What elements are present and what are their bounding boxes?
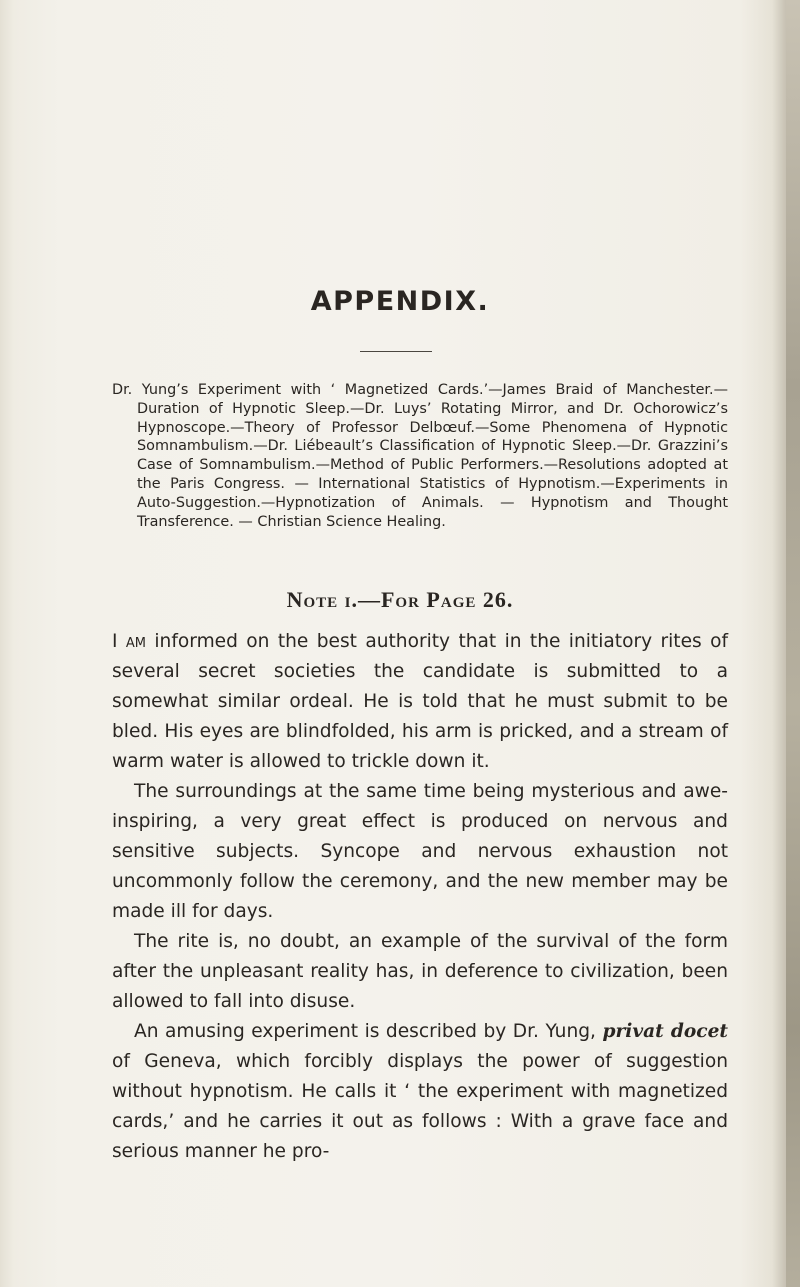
italic-phrase: privat docet (602, 1021, 728, 1042)
note-heading: Note i.—For Page 26. (286, 587, 514, 612)
paragraph-2: The surroundings at the same time being mysterious and awe-inspiring, a very great effect is produced on nervous and sensitive subjects. Syncope and nervous exhaustion not uncommonly follow the ceremony, and the new member may be made ill for days. (112, 781, 728, 922)
heading-rule (360, 351, 432, 352)
paragraph-3: The rite is, no doubt, an example of the survival of the form after the unpleasant reality has, in deference to civilization, been allowed to fall into disuse. (112, 931, 728, 1012)
small-caps-word: am (125, 631, 146, 652)
page-edge-shadow (786, 0, 800, 1287)
paragraph-1 (112, 627, 728, 777)
paragraph-4 (112, 1017, 728, 1167)
body-text (112, 627, 728, 1167)
chapter-synopsis: Dr. Yung’s Experiment with ‘ Magnetized Cards.’—James Braid of Manchester.—Duration of Hypnotic Sleep.—Dr. Luys’ Rotating Mirror, and Dr. Ochorowicz’s Hypnoscope.—Theory of Professor Delbœuf.—Some Phenomena of Hypnotic Somnambulism.—Dr. Liébeault’s Classification of Hypnotic Sleep.—Dr. Grazzini’s Case of Somnambulism.—Method of Public Performers.—Resolutions adopted at the Paris Congress. — International Statistics of Hypnotism.—Experiments in Auto-Suggestion.—Hypnotization of Animals. — Hypnotism and Thought Transference. — Christian Science Healing. (112, 382, 728, 530)
appendix-heading: APPENDIX. (310, 286, 490, 317)
paragraph-1-text: informed on the best authority that in the initiatory rites of several secret societies the candidate is submitted to a somewhat similar ordeal. He is told that he must submit to be bled. His eyes are blindfolded, his arm is pricked, and a stream of warm water is allowed to trickle down it. (112, 631, 728, 772)
paragraph-4-start: An amusing experiment is described by Dr. Yung, (134, 1021, 596, 1042)
paragraph-4-end: of Geneva, which forcibly displays the power of suggestion without hypnotism. He calls it ‘ the experiment with magnetized cards,’ and he carries it out as follows : With a grave face and serious manner he pro- (112, 1051, 728, 1162)
initial-letter: I (112, 631, 118, 652)
